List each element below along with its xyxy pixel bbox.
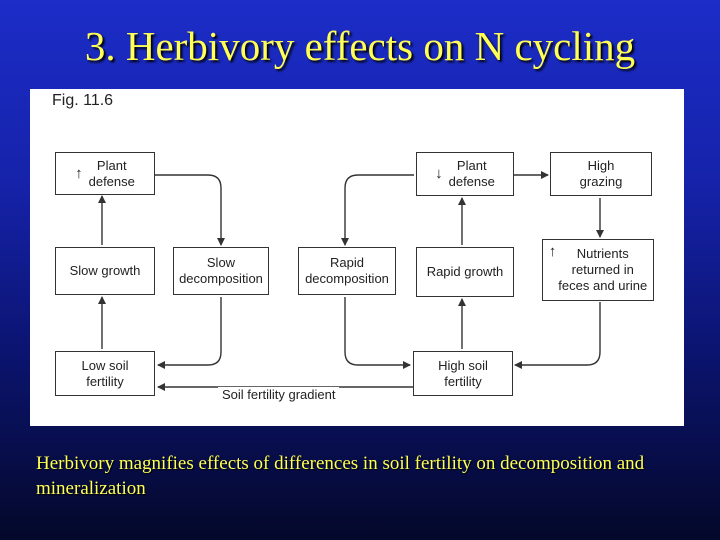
caption: Herbivory magnifies effects of differences in soil fertility on decomposition and mineralization — [36, 453, 645, 499]
gradient-label: Soil fertility gradient — [218, 387, 339, 402]
box-nutrients-returned — [542, 239, 654, 301]
box-slow-growth — [55, 247, 155, 295]
box-high-grazing — [550, 152, 652, 196]
box-plant-defense-left — [55, 152, 155, 195]
box-high-soil-fertility — [413, 351, 513, 396]
box-label: Rapid growth — [426, 264, 504, 279]
box-label: Rapid decomposition — [305, 255, 389, 286]
box-label: Plant defense — [88, 157, 135, 189]
arrow-rapid-decomposition-to-high-fertility — [345, 297, 410, 365]
box-low-soil-fertility — [55, 351, 155, 396]
box-slow-decomposition — [173, 247, 269, 295]
box-label: Low soil fertility — [81, 357, 129, 389]
arrow-plant-defense-to-slow-decomposition — [155, 175, 221, 245]
box-label: Plant defense — [448, 158, 495, 189]
slide-title: 3. Herbivory effects on N cycling — [84, 23, 636, 69]
box-rapid-growth — [416, 247, 514, 297]
arrow-nutrients-to-high-fertility — [515, 302, 600, 365]
box-label: High grazing — [579, 158, 623, 189]
box-label: Nutrients returned in feces and urine — [558, 246, 648, 293]
box-label: High soil fertility — [438, 357, 488, 389]
box-label: Slow decomposition — [179, 255, 263, 286]
arrow-up-icon: ↑ — [548, 243, 557, 260]
figure-label: Fig. 11.6 — [52, 92, 114, 109]
box-label: Slow growth — [69, 263, 141, 278]
box-rapid-decomposition — [298, 247, 396, 295]
arrow-slow-decomposition-to-low-fertility — [158, 297, 221, 365]
figure-panel — [30, 89, 684, 426]
box-plant-defense-right — [416, 152, 514, 196]
arrow-up-icon: ↑ — [75, 164, 83, 182]
arrow-plant-defense-to-rapid-decomposition — [345, 175, 414, 245]
arrow-down-icon: ↓ — [435, 165, 443, 182]
